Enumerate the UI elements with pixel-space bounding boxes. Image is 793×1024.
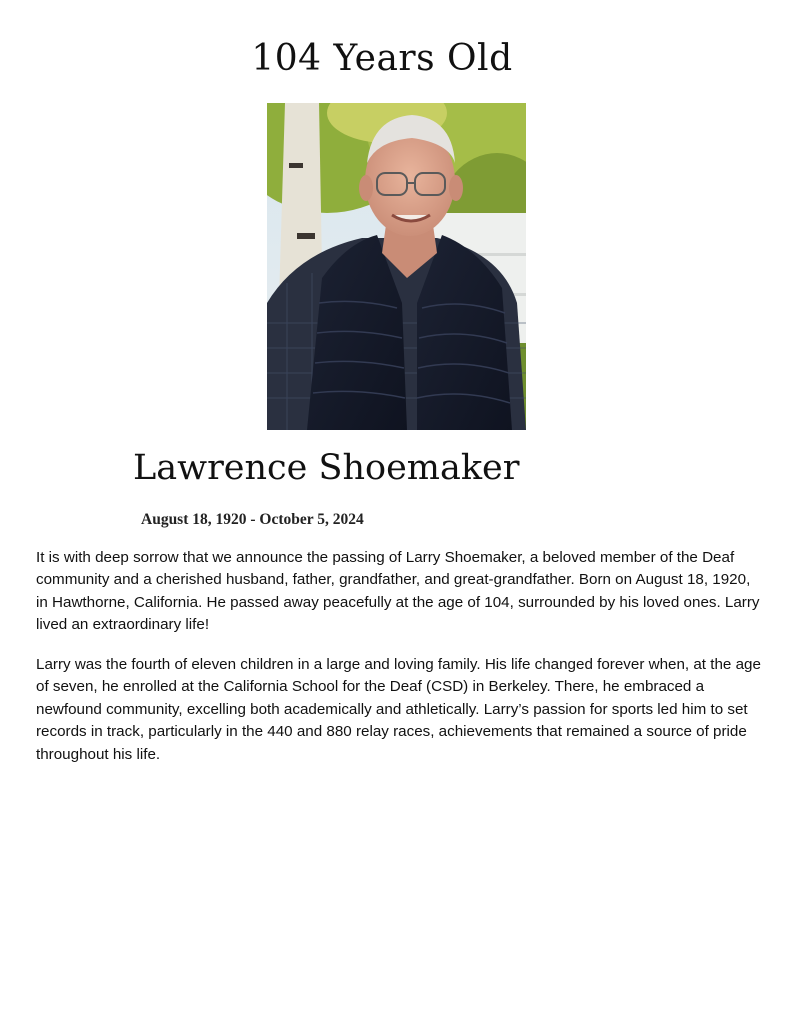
age-title: 104 Years Old <box>251 38 513 79</box>
portrait-photo <box>267 103 526 430</box>
obituary-paragraph: It is with deep sorrow that we announce the passing of Larry Shoemaker, a beloved member of the Deaf community and a cherished husband, father, grandfather, and great-grandfather. Born on August 18, 1920, in Hawthorne, California. He passed away peacefully at the age of 104, surrounded by his loved ones. Larry lived an extraordinary life! <box>36 549 760 634</box>
life-dates: August 18, 1920 - October 5, 2024 <box>141 511 364 528</box>
obituary-paragraph: Larry was the fourth of eleven children in a large and loving family. His life changed forever when, at the age of seven, he enrolled at the California School for the Deaf (CSD) in Berkeley. There, he embraced a newfound community, excelling both academically and athletically. Larry’s passion for sports led him to set records in track, particularly in the 440 and 880 relay races, achievements that remained a source of pride throughout his life. <box>36 656 761 763</box>
deceased-name: Lawrence Shoemaker <box>133 448 520 488</box>
